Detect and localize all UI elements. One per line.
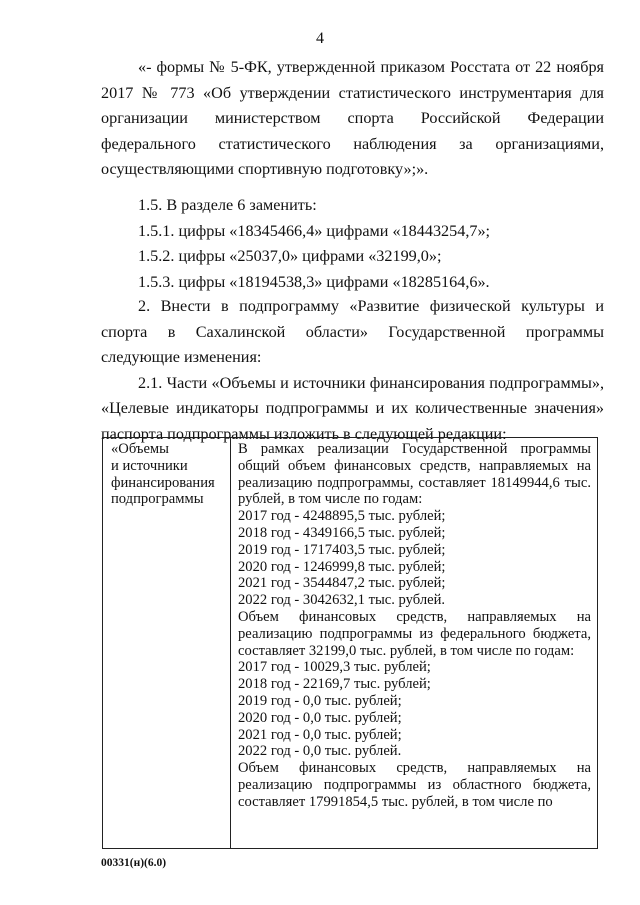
federal-funding-paragraph: Объем финансовых средств, направляемых на реализацию подпрограммы из федерального бюджета, составляет 32199,0 тыс. рублей, в том числе по годам: xyxy=(238,608,591,659)
amendments-block xyxy=(101,294,604,448)
total-funding-paragraph: В рамках реализации Государственной программы общий объем финансовых средств, направляемых на реализацию подпрограммы, составляет 18149944,6 тыс. рублей, в том числе по годам: xyxy=(238,441,591,508)
list-item: 1.5. В разделе 6 заменить: xyxy=(138,196,317,214)
document-code: 00331(н)(6.0) xyxy=(101,857,167,869)
list-item: 1.5.3. цифры «18194538,3» цифрами «18285164,6». xyxy=(138,272,490,291)
table-content-cell xyxy=(231,438,597,848)
year-line: 2017 год - 10029,3 тыс. рублей; xyxy=(238,659,431,676)
list-item: 1.5.2. цифры «25037,0» цифрами «32199,0»; xyxy=(138,247,442,266)
year-line: 2022 год - 0,0 тыс. рублей. xyxy=(238,743,402,760)
replacement-list xyxy=(101,193,604,295)
table-header-line: финансирования xyxy=(111,474,215,491)
paragraph-2: 2. Внести в подпрограмму «Развитие физической культуры и спорта в Сахалинской области» Государственной программы следующие изменения: xyxy=(101,297,604,367)
table-header-cell xyxy=(103,438,231,848)
year-line: 2021 год - 3544847,2 тыс. рублей; xyxy=(238,575,446,592)
intro-block xyxy=(101,55,604,183)
table-header-line: и источники xyxy=(111,457,188,474)
year-line: 2019 год - 1717403,5 тыс. рублей; xyxy=(238,541,446,558)
year-line: 2022 год - 3042632,1 тыс. рублей. xyxy=(238,592,446,609)
year-line: 2018 год - 4349166,5 тыс. рублей; xyxy=(238,524,446,541)
table-header-line: подпрограммы xyxy=(111,491,204,508)
list-item: 1.5.1. цифры «18345466,4» цифрами «18443254,7»; xyxy=(138,221,491,240)
year-line: 2018 год - 22169,7 тыс. рублей; xyxy=(238,676,431,693)
financing-table xyxy=(102,437,598,849)
table-header-line: «Объемы xyxy=(111,441,169,457)
year-line: 2020 год - 1246999,8 тыс. рублей; xyxy=(238,558,446,575)
year-line: 2019 год - 0,0 тыс. рублей; xyxy=(238,692,402,709)
year-line: 2020 год - 0,0 тыс. рублей; xyxy=(238,709,402,726)
intro-paragraph: «- формы № 5-ФК, утвержденной приказом Росстата от 22 ноября 2017 № 773 «Об утверждении статистического инструментария для организации министерством спорта Российской Федерации федерального статистического наблюдения за организациями, осуществляющими спортивную подготовку»;». xyxy=(101,58,604,179)
paragraph-2-1: 2.1. Части «Объемы и источники финансирования подпрограммы», «Целевые индикаторы подпрограммы и их количественные значения» паспорта подпрограммы изложить в следующей редакции: xyxy=(101,373,604,443)
regional-funding-paragraph: Объем финансовых средств, направляемых на реализацию подпрограммы из областного бюджета, составляет 17991854,5 тыс. рублей, в том числе по xyxy=(238,760,591,810)
year-line: 2021 год - 0,0 тыс. рублей; xyxy=(238,726,402,743)
year-line: 2017 год - 4248895,5 тыс. рублей; xyxy=(238,508,446,525)
page-number: 4 xyxy=(316,30,324,47)
